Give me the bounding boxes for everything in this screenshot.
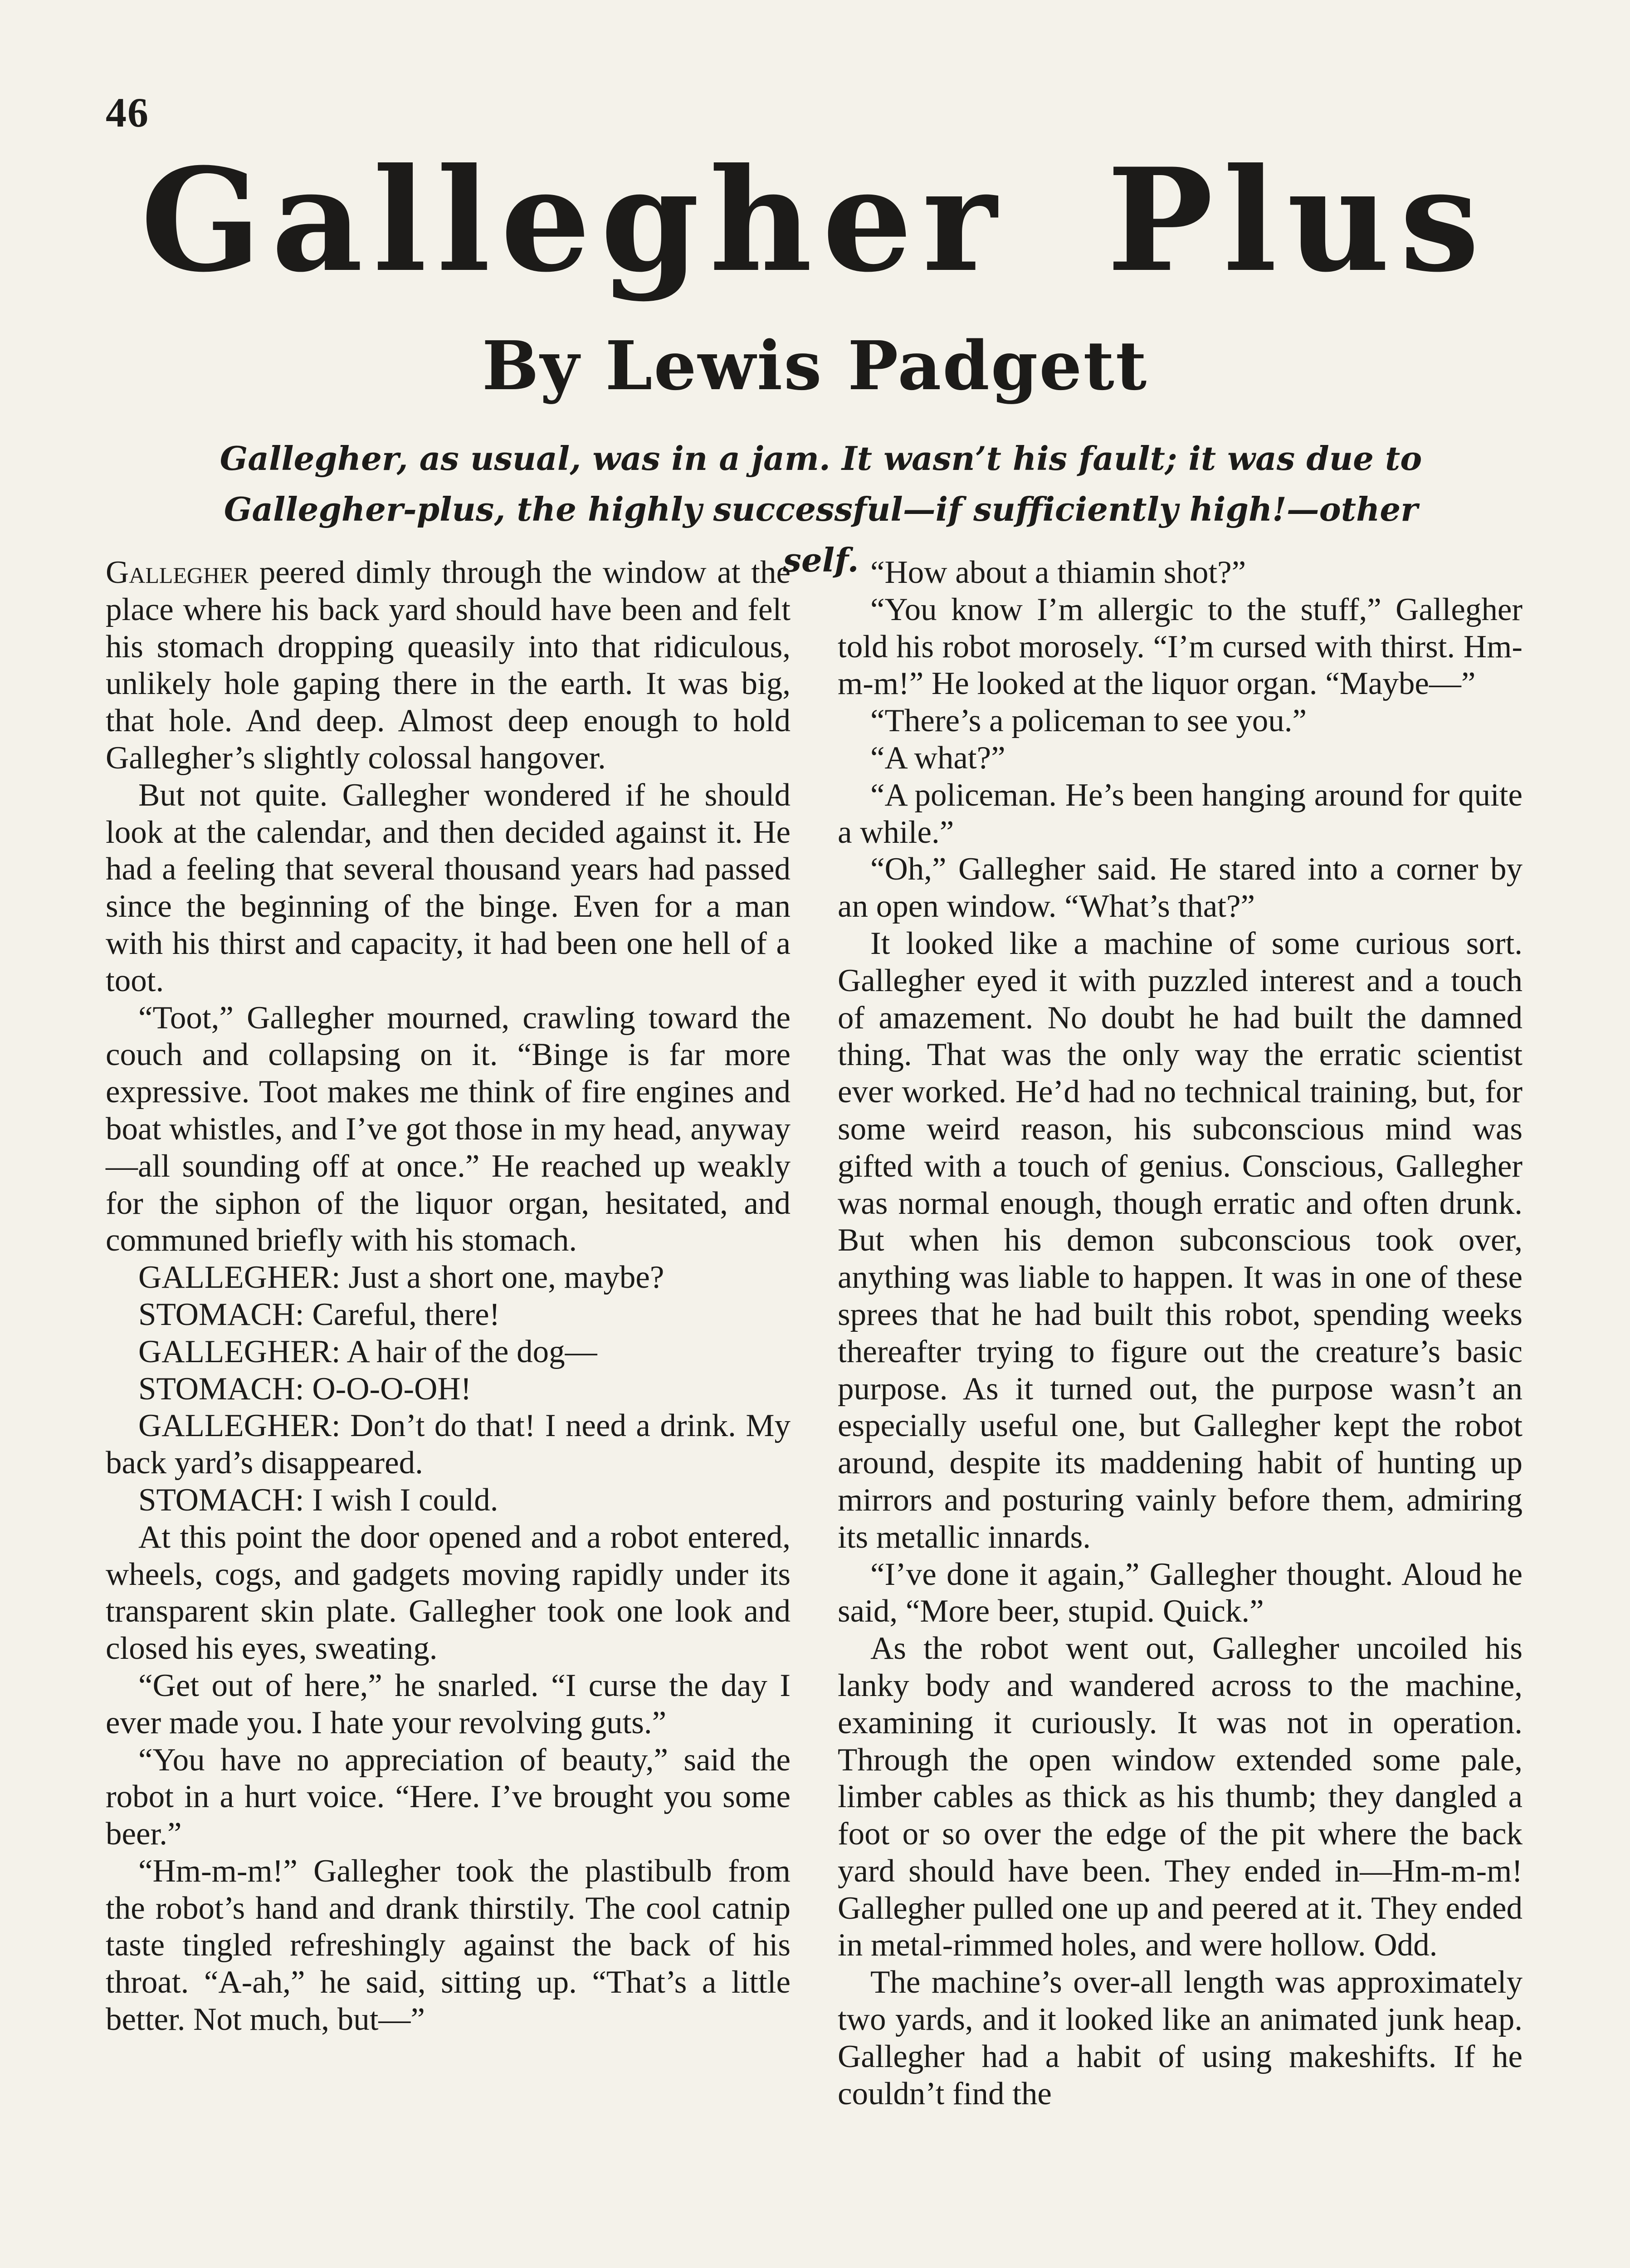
paragraph: “Oh,” Gallegher said. He stared into a corner by an open window. “What’s that?”: [838, 851, 1523, 924]
dialogue-line: STOMACH: Careful, there!: [138, 1296, 500, 1332]
paragraph: The machine’s over-all length was approximately two yards, and it looked like an animated junk heap. Gallegher had a habit of using makeshifts. If he couldn’t find the: [838, 1965, 1523, 2112]
story-byline: By Lewis Padgett: [482, 326, 1148, 405]
page-number: 46: [106, 89, 149, 136]
paragraph: “I’ve done it again,” Gallegher thought. Aloud he said, “More beer, stupid. Quick.”: [838, 1556, 1523, 1629]
paragraph-text: peered dimly through the window at the place where his back yard should have been and felt his stomach dropping queasily into that ridiculous, unlikely hole gaping there in the earth. It was big, that hole. And deep. Almost deep enough to hold Gallegher’s slightly colossal hangover.: [106, 555, 791, 776]
paragraph: “A what?”: [870, 740, 1005, 776]
paragraph: “Get out of here,” he snarled. “I curse the day I ever made you. I hate your revolving guts.”: [106, 1667, 791, 1740]
paragraph: “You have no appreciation of beauty,” said the robot in a hurt voice. “Here. I’ve brought you some beer.”: [106, 1742, 791, 1852]
dialogue-line: STOMACH: I wish I could.: [138, 1482, 498, 1518]
paragraph: “Toot,” Gallegher mourned, crawling toward the couch and collapsing on it. “Binge is far more expressive. Toot makes me think of fire engines and boat whistles, and I’ve got those in my head, anyway—all sounding off at once.” He reached up weakly for the siphon of the liquor organ, hesitated, and communed briefly with his stomach.: [106, 1000, 791, 1258]
paragraph: It looked like a machine of some curious sort. Gallegher eyed it with puzzled interest and a touch of amazement. No doubt he had built the damned thing. That was the only way the erratic scientist ever worked. He’d had no technical training, but, for some weird reason, his subconscious mind was gifted with a touch of genius. Conscious, Gallegher was normal enough, though erratic and often drunk. But when his demon subconscious took over, anything was liable to happen. It was in one of these sprees that he had built this robot, spending weeks thereafter trying to figure out the creature’s basic purpose. As it turned out, the purpose wasn’t an especially useful one, but Gallegher kept the robot around, despite its maddening habit of hunting up mirrors and posturing vainly before them, admiring its metallic innards.: [838, 925, 1523, 1555]
paragraph: “You know I’m allergic to the stuff,” Gallegher told his robot morosely. “I’m cursed with thirst. Hm-m-m!” He looked at the liquor organ. “Maybe—”: [838, 591, 1523, 702]
paragraph: [106, 554, 791, 777]
paragraph: As the robot went out, Gallegher uncoiled his lanky body and wandered across to the machine, examining it curiously. It was not in operation. Through the open window extended some pale, limber cables as thick as his thumb; they dangled a foot or so over the edge of the pit where the back yard should have been. They ended in—Hm-m-m! Gallegher pulled one up and peered at it. They ended in metal-rimmed holes, and were hollow. Odd.: [838, 1631, 1523, 1963]
story-blurb: Gallegher, as usual, was in a jam. It wasn’t his fault; it was due to Gallegher-plus, the highly successful—if sufficiently high!—other self.: [220, 439, 1422, 579]
paragraph: “Hm-m-m!” Gallegher took the plastibulb from the robot’s hand and drank thirstily. The cool catnip taste tingled refreshingly against the back of his throat. “A-ah,” he said, sitting up. “That’s a little better. Not much, but—”: [106, 1853, 791, 2038]
right-column: [838, 554, 1523, 2112]
left-column: [106, 554, 791, 2038]
dialogue-line: STOMACH: O-O-O-OH!: [138, 1371, 472, 1407]
paragraph: “How about a thiamin shot?”: [870, 555, 1246, 590]
dialogue-line: GALLEGHER: Just a short one, maybe?: [138, 1260, 664, 1295]
paragraph: At this point the door opened and a robot entered, wheels, cogs, and gadgets moving rapidly under its transparent skin plate. Gallegher took one look and closed his eyes, sweating.: [106, 1519, 791, 1667]
dialogue-line: GALLEGHER: Don’t do that! I need a drink. My back yard’s disappeared.: [106, 1408, 791, 1481]
story-title: Gallegher Plus: [140, 137, 1490, 303]
paragraph: But not quite. Gallegher wondered if he should look at the calendar, and then decided against it. He had a feeling that several thousand years had passed since the beginning of the binge. Even for a man with his thirst and capacity, it had been one hell of a toot.: [106, 777, 791, 998]
paragraph: “There’s a policeman to see you.”: [870, 703, 1307, 739]
dialogue-line: GALLEGHER: A hair of the dog—: [138, 1334, 597, 1369]
opening-word: Gallegher: [106, 555, 249, 590]
paragraph: “A policeman. He’s been hanging around for quite a while.”: [838, 777, 1523, 850]
